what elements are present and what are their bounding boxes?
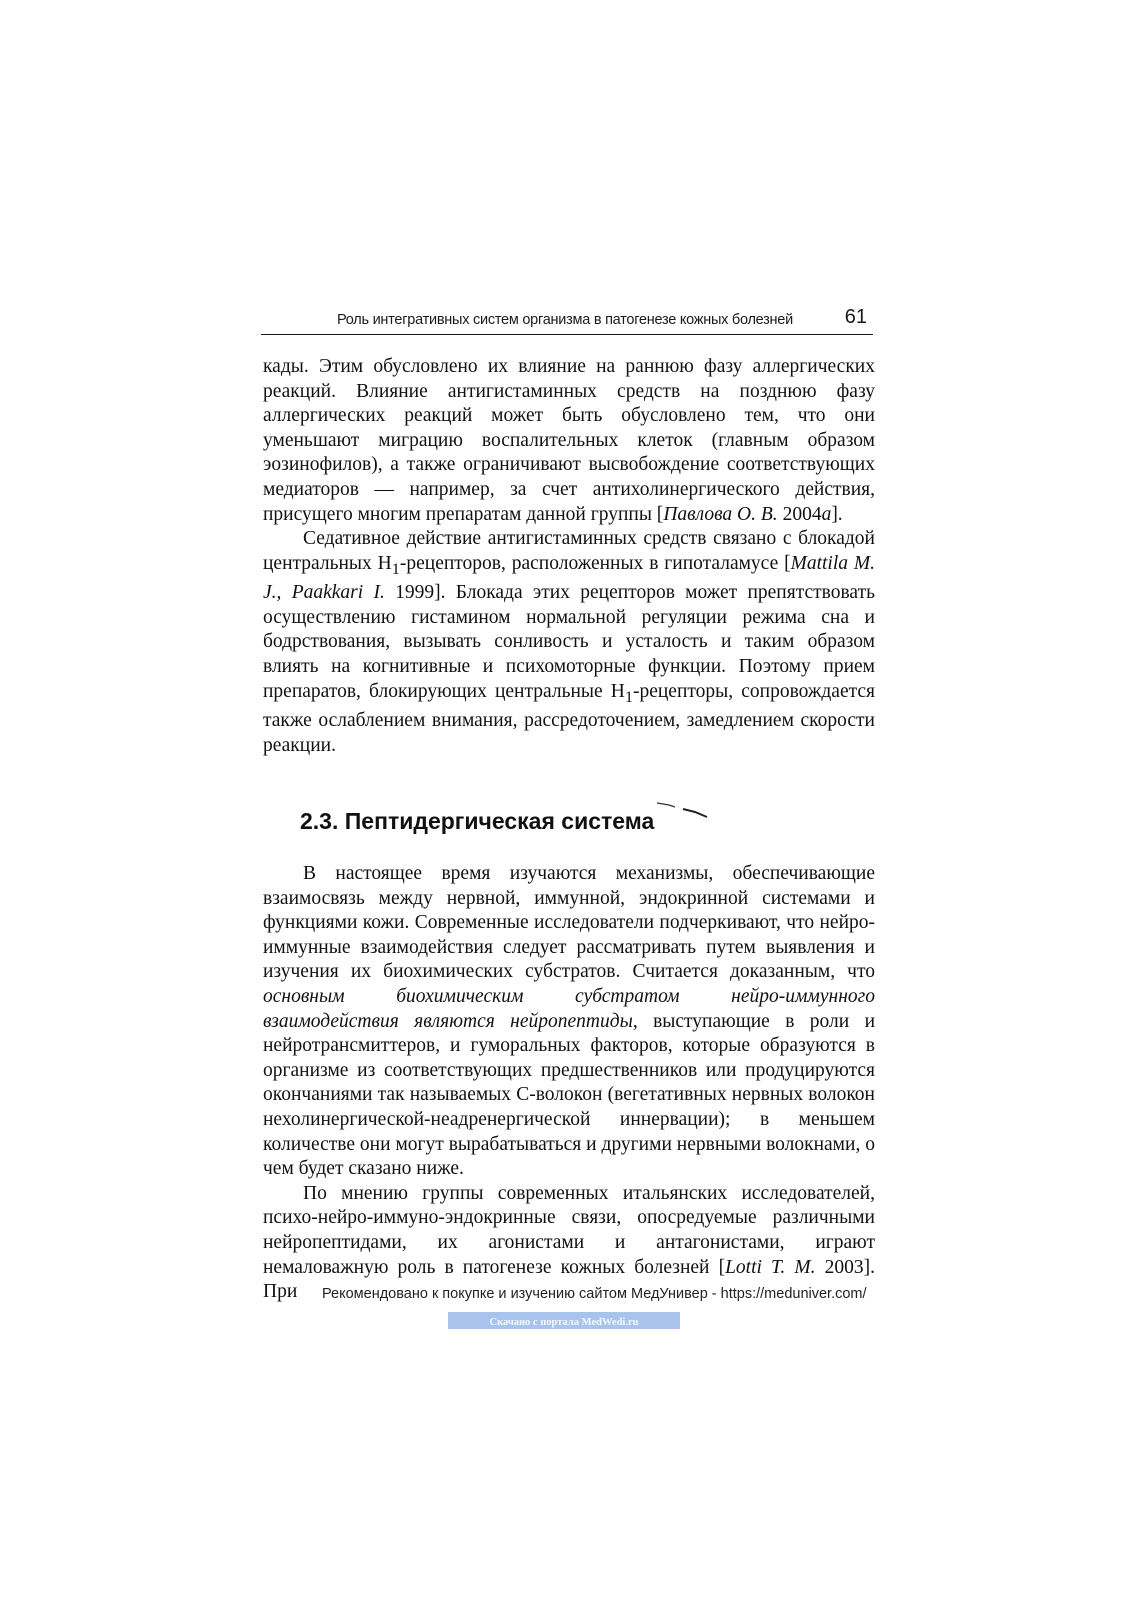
citation-author: Lotti T. M.: [725, 1256, 816, 1278]
source-banner: [448, 1312, 680, 1329]
text-run: В настоящее время изучаются механизмы, обеспечивающие взаимосвязь между нервной, иммунной, эндокринной системами и функциями кожи. Современные исследователи подчеркивают, что нейро-иммунные взаимодействия следует рассматривать путем выявления и изучения их биохимических субстратов. Считается доказанным, что: [263, 863, 875, 983]
text-run: ].: [831, 503, 843, 525]
text-run: кады. Этим обусловлено их влияние на раннюю фазу аллергических реакций. Влияние антигистаминных средств на позднюю фазу аллергических реакций может быть обусловлено тем, что они уменьшают миграцию воспалительных клеток (главным образом эозинофилов), а также ограничивают высвобождение соответствующих медиаторов — например, за счет антихолинергического действия, присущего многим препаратам данной группы [: [263, 356, 875, 525]
running-head-title: Роль интегративных систем организма в патогенезе кожных болезней: [337, 312, 793, 328]
text-run: -рецепторов, расположенных в гипоталамусе [: [399, 552, 791, 574]
subscript: 1: [624, 687, 633, 706]
text-block-lower: [263, 862, 875, 1305]
source-banner-text: Скачано с портала MedWedi.ru: [489, 1317, 639, 1328]
emphasis-neuropeptides: основным биохимическим субстратом нейро-иммунного взаимодействия являются нейропептиды: [263, 985, 875, 1032]
paragraph-antihistamine-late-phase: [263, 355, 875, 527]
running-head: [261, 306, 873, 335]
citation-suffix: а: [821, 503, 832, 525]
page-number: 61: [844, 306, 867, 328]
text-run: 2003]. При: [263, 1256, 876, 1303]
paragraph-sedative-effect: [263, 527, 875, 758]
citation-author: Павлова О. В.: [663, 503, 778, 525]
section-heading: 2.3. Пептидергическая система: [300, 808, 655, 834]
text-run: Седативное действие антигистаминных средств связано с блокадой центральных H: [263, 528, 875, 574]
recommendation-footer: Рекомендовано к покупке и изучению сайтом МедУнивер - https://meduniver.com/: [322, 1286, 867, 1302]
subscript: 1: [391, 559, 400, 578]
text-run: 2004: [777, 503, 822, 525]
text-block-upper: [263, 355, 875, 758]
text-run: 1999]. Блокада этих рецепторов может препятствовать осуществлению гистамином нормальной регуляции режима сна и бодрствования, вызывать сонливость и усталость и таким образом влиять на когнитивные и психомоторные функции. Поэтому прием препаратов, блокирующих центральные H: [263, 582, 875, 702]
scan-artifact-mark: [655, 795, 715, 825]
paragraph-neuroimmune: [263, 862, 875, 1182]
text-run: По мнению группы современных итальянских исследователей, психо-нейро-иммуно-эндокринные связи, опосредуемые различными нейропептидами, их агонистами и антагонистами, играют немаловажную роль в патогенезе кожных болезней [: [263, 1182, 875, 1278]
citation-author: Mattila M. J., Paakkari I.: [263, 552, 875, 604]
text-run: -рецепторы, сопровождается также ослаблением внимания, рассредоточением, замедлением скорости реакции.: [263, 680, 876, 756]
text-run: , выступающие в роли и нейротрансмиттеров, и гуморальных факторов, которые образуются в организме из соответствующих предшественников или продуцируются окончаниями так называемых С-волокон (вегетативных нервных волокон нехолинергической-неадренергической иннервации); в меньшем количестве они могут вырабатываться и другими нервными волокнами, о чем будет сказано ниже.: [263, 1010, 876, 1180]
